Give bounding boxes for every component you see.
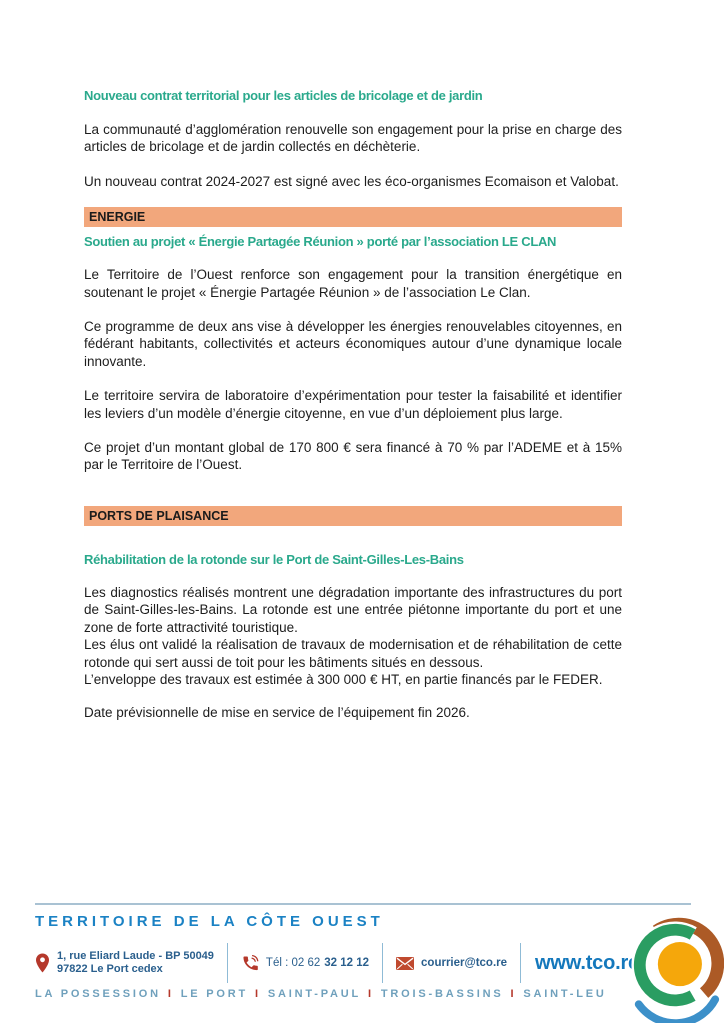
city-separator: I [510,988,517,1000]
address-line-1: 1, rue Eliard Laude - BP 50049 [57,949,214,962]
footer-email-block[interactable] [383,957,520,970]
paragraph-energie-1: Le Territoire de l’Ouest renforce son engagement pour la transition énergétique en soutenant le projet « Énergie Partagée Réunion » de l’association Le Clan. [84,267,622,300]
footer-divider-line [35,903,691,905]
phone-label: Tél : 02 62 [265,957,321,969]
section-heading-energie-partagee: Soutien au projet « Énergie Partagée Réunion » porté par l’association LE CLAN [84,234,557,250]
city-separator: I [255,988,261,1000]
section-banner-energie: ENERGIE [84,207,622,227]
footer-cities-list [35,988,607,1000]
city-le-port: LE PORT [180,988,248,1000]
city-la-possession: LA POSSESSION [35,988,161,1000]
section-banner-ports-de-plaisance: PORTS DE PLAISANCE [84,506,622,526]
paragraph-energie-2: Ce programme de deux ans vise à développer les énergies renouvelables citoyennes, en fédérant habitants, collectivités et acteurs économiques autour d’une dynamique locale innovante. [84,319,622,369]
footer-email-address[interactable]: courrier@tco.re [421,957,508,969]
city-saint-paul: SAINT-PAUL [267,988,362,1000]
paragraph-energie-4: Ce projet d’un montant global de 170 800 € sera financé à 70 % par l’ADEME et à 15% par le Territoire de l’Ouest. [84,440,622,473]
section-heading-contrat-territorial: Nouveau contrat territorial pour les articles de bricolage et de jardin [84,88,483,103]
location-pin-icon [35,953,50,973]
paragraph-ports-3: L’enveloppe des travaux est estimée à 300 000 € HT, en partie financés par le FEDER. [84,671,603,687]
address-line-2: 97822 Le Port cedex [57,963,163,975]
footer-phone-block [228,954,382,972]
city-trois-bassins: TROIS-BASSINS [380,988,504,1000]
document-content [84,88,622,722]
footer-contact-bar [35,941,647,985]
city-separator: I [368,988,374,1000]
tco-circular-logo [626,913,724,1023]
footer-website-link[interactable]: www.tco.re [535,951,639,974]
paragraph-contrat-1: La communauté d’agglomération renouvelle son engagement pour la prise en charge des articles de bricolage et de jardin collectés en déchèterie. [84,122,622,155]
paragraph-ports-1: Les diagnostics réalisés montrent une dégradation importante des infrastructures du port de Saint-Gilles-les-Bains. La rotonde est une entrée piétonne importante du port et une zone de forte attractivité touristique. [84,584,622,635]
footer-organization-name: TERRITOIRE DE LA CÔTE OUEST [35,913,384,930]
paragraph-energie-3: Le territoire servira de laboratoire d’expérimentation pour tester la faisabilité et identifier les leviers d’un modèle d’énergie citoyenne, en vue d’un déploiement plus large. [84,388,622,421]
footer-address-block [35,950,227,977]
paragraph-ports-date: Date prévisionnelle de mise en service de l’équipement fin 2026. [84,705,470,721]
city-separator: I [167,988,174,1000]
phone-number: 32 12 12 [324,957,370,969]
paragraph-contrat-2: Un nouveau contrat 2024-2027 est signé avec les éco-organismes Ecomaison et Valobat. [84,173,619,189]
phone-handset-icon [241,954,259,972]
paragraph-ports-2: Les élus ont validé la réalisation de travaux de modernisation et de réhabilitation de cette rotonde qui sert aussi de toit pour les bâtiments situés en dessous. [84,637,622,670]
section-heading-rotonde: Réhabilitation de la rotonde sur le Port de Saint-Gilles-Les-Bains [84,551,464,567]
envelope-icon [396,957,414,970]
city-saint-leu: SAINT-LEU [523,988,607,1000]
